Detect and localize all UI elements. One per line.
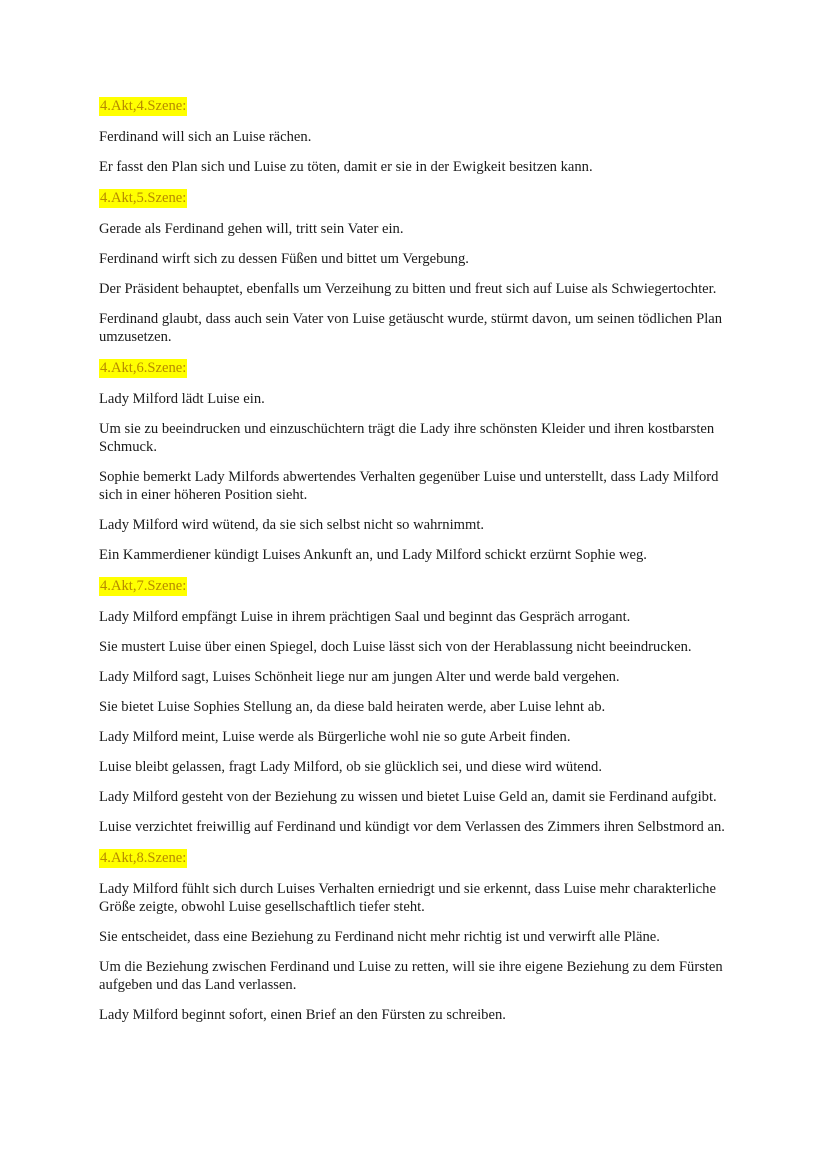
- paragraph: Sophie bemerkt Lady Milfords abwertendes Verhalten gegenüber Luise und unterstellt, dass Lady Milford sich in einer höheren Position sieht.: [99, 469, 719, 503]
- paragraph: Er fasst den Plan sich und Luise zu töten, damit er sie in der Ewigkeit besitzen kann.: [99, 159, 593, 175]
- document-body: [99, 96, 739, 1036]
- paragraph: Sie mustert Luise über einen Spiegel, doch Luise lässt sich von der Herablassung nicht beeindrucken.: [99, 639, 692, 655]
- paragraph: Gerade als Ferdinand gehen will, tritt sein Vater ein.: [99, 221, 404, 237]
- scene-heading: [99, 848, 739, 868]
- scene-heading: [99, 358, 739, 378]
- paragraph: Sie entscheidet, dass eine Beziehung zu Ferdinand nicht mehr richtig ist und verwirft alle Pläne.: [99, 929, 660, 945]
- scene-heading: [99, 576, 739, 596]
- paragraph: Lady Milford fühlt sich durch Luises Verhalten erniedrigt und sie erkennt, dass Luise mehr charakterliche Größe zeigte, obwohl Luise gesellschaftlich tiefer steht.: [99, 881, 716, 915]
- paragraph: Lady Milford meint, Luise werde als Bürgerliche wohl nie so gute Arbeit finden.: [99, 729, 571, 745]
- scene-heading: [99, 96, 739, 116]
- paragraph: Der Präsident behauptet, ebenfalls um Verzeihung zu bitten und freut sich auf Luise als Schwiegertochter.: [99, 281, 717, 297]
- paragraph: Lady Milford gesteht von der Beziehung zu wissen und bietet Luise Geld an, damit sie Ferdinand aufgibt.: [99, 789, 717, 805]
- paragraph: Lady Milford empfängt Luise in ihrem prächtigen Saal und beginnt das Gespräch arrogant.: [99, 609, 631, 625]
- paragraph: Um sie zu beeindrucken und einzuschüchtern trägt die Lady ihre schönsten Kleider und ihren kostbarsten Schmuck.: [99, 421, 715, 455]
- scene-heading: [99, 188, 739, 208]
- scene-heading-text: 4.Akt,6.Szene:: [100, 360, 187, 376]
- scene-heading-text: 4.Akt,8.Szene:: [100, 850, 187, 866]
- section-4-6: [99, 358, 739, 564]
- section-4-8: [99, 848, 739, 1024]
- section-4-5: [99, 188, 739, 346]
- paragraph: Lady Milford beginnt sofort, einen Brief an den Fürsten zu schreiben.: [99, 1007, 506, 1023]
- scene-heading-text: 4.Akt,4.Szene:: [100, 98, 187, 114]
- section-4-4: [99, 96, 739, 176]
- paragraph: Lady Milford lädt Luise ein.: [99, 391, 265, 407]
- paragraph: Ein Kammerdiener kündigt Luises Ankunft an, und Lady Milford schickt erzürnt Sophie weg.: [99, 547, 647, 563]
- paragraph: Lady Milford sagt, Luises Schönheit liege nur am jungen Alter und werde bald vergehen.: [99, 669, 620, 685]
- paragraph: Ferdinand glaubt, dass auch sein Vater von Luise getäuscht wurde, stürmt davon, um seinen tödlichen Plan umzusetzen.: [99, 311, 723, 345]
- paragraph: Ferdinand wirft sich zu dessen Füßen und bittet um Vergebung.: [99, 251, 469, 267]
- scene-heading-text: 4.Akt,7.Szene:: [100, 578, 187, 594]
- paragraph: Luise verzichtet freiwillig auf Ferdinand und kündigt vor dem Verlassen des Zimmers ihren Selbstmord an.: [99, 819, 725, 835]
- paragraph: Um die Beziehung zwischen Ferdinand und Luise zu retten, will sie ihre eigene Beziehung zu dem Fürsten aufgeben und das Land verlassen.: [99, 959, 723, 993]
- paragraph: Lady Milford wird wütend, da sie sich selbst nicht so wahrnimmt.: [99, 517, 485, 533]
- paragraph: Ferdinand will sich an Luise rächen.: [99, 129, 312, 145]
- paragraph: Sie bietet Luise Sophies Stellung an, da diese bald heiraten werde, aber Luise lehnt ab.: [99, 699, 606, 715]
- paragraph: Luise bleibt gelassen, fragt Lady Milford, ob sie glücklich sei, und diese wird wütend.: [99, 759, 602, 775]
- scene-heading-text: 4.Akt,5.Szene:: [100, 190, 187, 206]
- section-4-7: [99, 576, 739, 836]
